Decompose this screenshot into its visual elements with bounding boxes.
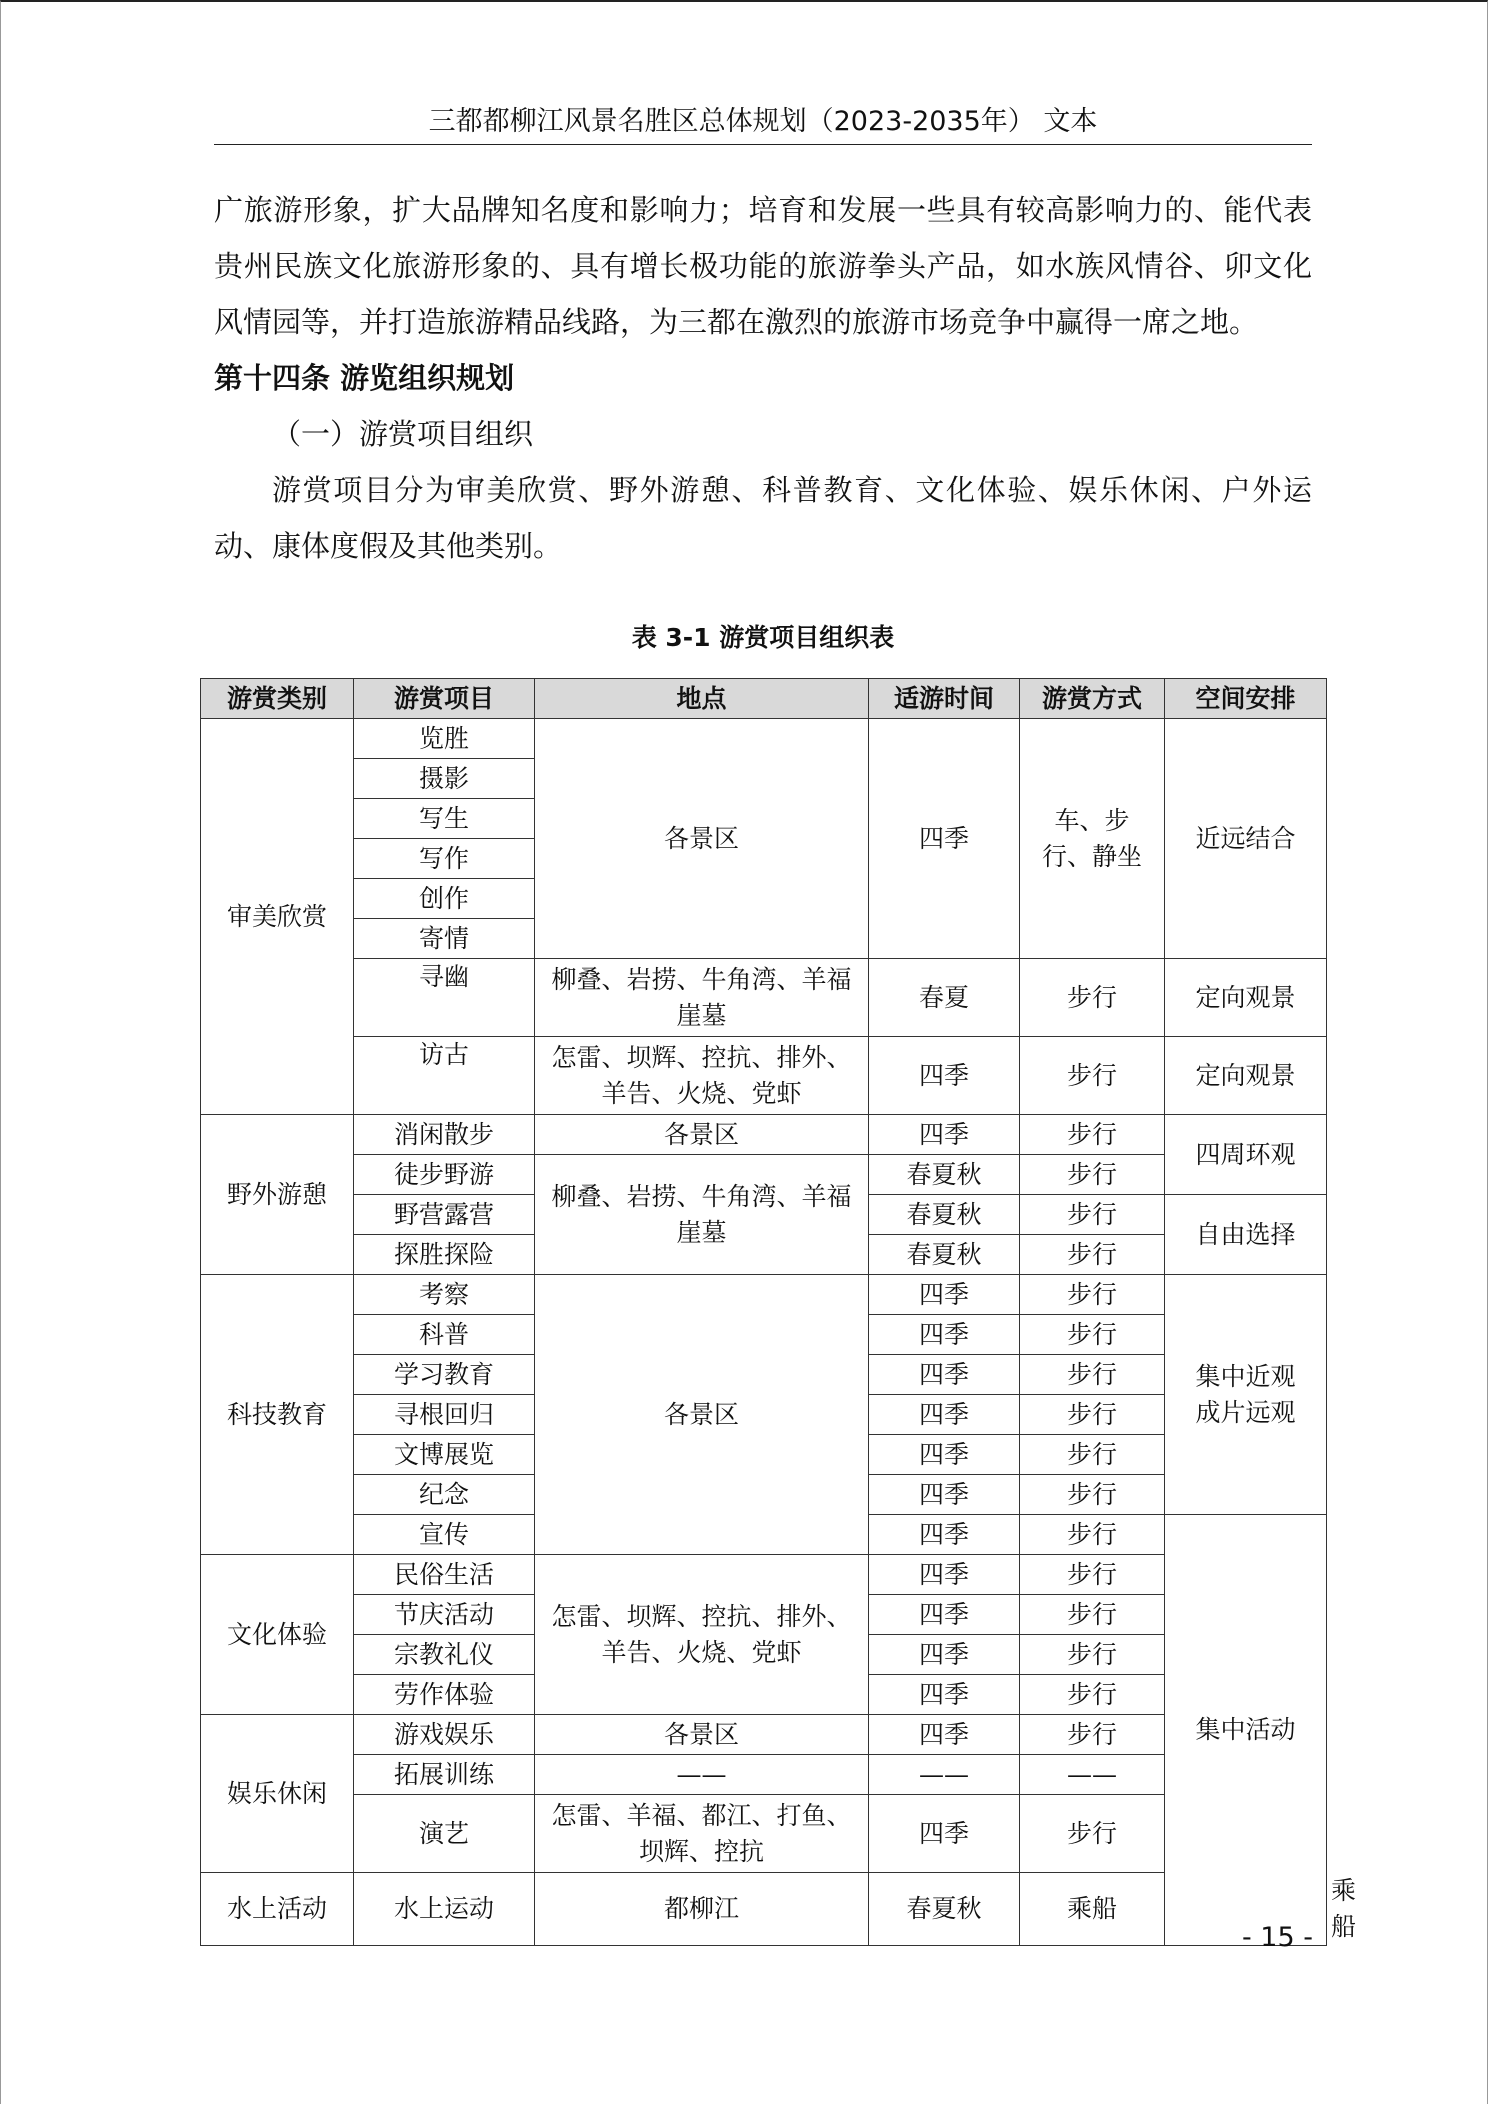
tour-items-table [200, 678, 1357, 1946]
item-cell: 寻根回归 [354, 1395, 535, 1435]
item-cell: 访古 [354, 1037, 535, 1115]
page-header: 三都都柳江风景名胜区总体规划（2023-2035年） 文本 [214, 102, 1312, 145]
item-cell: 寻幽 [354, 959, 535, 1037]
method-cell: 步行 [1020, 1355, 1165, 1395]
method-cell: 步行 [1020, 1037, 1165, 1115]
header-cell: 游赏类别 [201, 679, 354, 719]
method-cell: 步行 [1020, 1555, 1165, 1595]
method-cell: —— [1020, 1755, 1165, 1795]
header-cell: 游赏方式 [1020, 679, 1165, 719]
body-text [214, 182, 1312, 574]
time-cell: 四季 [869, 1395, 1020, 1435]
time-cell: 春夏秋 [869, 1873, 1020, 1946]
item-cell: 探胜探险 [354, 1235, 535, 1275]
method-cell: 步行 [1020, 1675, 1165, 1715]
item-cell: 学习教育 [354, 1355, 535, 1395]
method-cell: 步行 [1020, 1155, 1165, 1195]
category-cell: 审美欣赏 [201, 719, 354, 1115]
time-cell: 四季 [869, 1355, 1020, 1395]
item-cell: 劳作体验 [354, 1675, 535, 1715]
header-cell: 适游时间 [869, 679, 1020, 719]
space-cell: 集中近观成片远观 [1165, 1275, 1327, 1515]
location-cell: 各景区 [535, 1115, 869, 1155]
time-cell: —— [869, 1755, 1020, 1795]
item-cell: 科普 [354, 1315, 535, 1355]
method-cell: 步行 [1020, 1435, 1165, 1475]
category-cell: 娱乐休闲 [201, 1715, 354, 1873]
time-cell: 四季 [869, 719, 1020, 959]
category-cell: 科技教育 [201, 1275, 354, 1555]
method-cell: 步行 [1020, 1795, 1165, 1873]
space-cell: 近远结合 [1165, 719, 1327, 959]
item-cell: 徒步野游 [354, 1155, 535, 1195]
method-cell: 车、步行、静坐 [1020, 719, 1165, 959]
page-number: - 15 - [1241, 1922, 1313, 1953]
item-cell: 宣传 [354, 1515, 535, 1555]
time-cell: 四季 [869, 1795, 1020, 1873]
time-cell: 四季 [869, 1475, 1020, 1515]
time-cell: 春夏秋 [869, 1235, 1020, 1275]
paragraph: 广旅游形象，扩大品牌知名度和影响力；培育和发展一些具有较高影响力的、能代表贵州民族文化旅游形象的、具有增长极功能的旅游拳头产品，如水族风情谷、卯文化风情园等，并打造旅游精品线路，为三都在激烈的旅游市场竞争中赢得一席之地。 [214, 193, 1312, 339]
item-cell: 拓展训练 [354, 1755, 535, 1795]
table-row [201, 719, 1327, 759]
time-cell: 四季 [869, 1635, 1020, 1675]
table-row [201, 959, 1327, 1037]
table-row [201, 1275, 1327, 1315]
item-cell: 文博展览 [354, 1435, 535, 1475]
item-cell: 摄影 [354, 759, 535, 799]
location-cell: 各景区 [535, 1715, 869, 1755]
space-cell: 集中活动 [1165, 1515, 1327, 1946]
header-cell: 游赏项目 [354, 679, 535, 719]
location-cell: 怎雷、坝辉、控抗、排外、羊告、火烧、党虾 [535, 1037, 869, 1115]
time-cell: 四季 [869, 1275, 1020, 1315]
category-cell: 野外游憩 [201, 1115, 354, 1275]
item-cell: 游戏娱乐 [354, 1715, 535, 1755]
method-cell: 步行 [1020, 1515, 1165, 1555]
location-cell: 怎雷、羊福、都江、打鱼、坝辉、控抗 [535, 1795, 869, 1873]
location-cell: 都柳江 [535, 1873, 869, 1946]
time-cell: 四季 [869, 1115, 1020, 1155]
time-cell: 四季 [869, 1555, 1020, 1595]
time-cell: 春夏秋 [869, 1155, 1020, 1195]
item-cell: 纪念 [354, 1475, 535, 1515]
time-cell: 四季 [869, 1515, 1020, 1555]
method-cell: 步行 [1020, 1275, 1165, 1315]
item-cell: 写作 [354, 839, 535, 879]
item-cell: 写生 [354, 799, 535, 839]
location-cell: 各景区 [535, 1275, 869, 1555]
space-cell: 自由选择 [1165, 1195, 1327, 1275]
header-cell: 空间安排 [1165, 679, 1327, 719]
table-row [201, 1795, 1327, 1873]
location-cell: 各景区 [535, 719, 869, 959]
time-cell: 四季 [869, 1675, 1020, 1715]
time-cell: 四季 [869, 1435, 1020, 1475]
space-cell: 定向观景 [1165, 959, 1327, 1037]
item-cell: 水上运动 [354, 1873, 535, 1946]
item-cell: 消闲散步 [354, 1115, 535, 1155]
item-cell: 考察 [354, 1275, 535, 1315]
method-cell: 步行 [1020, 1635, 1165, 1675]
method-cell: 步行 [1020, 1715, 1165, 1755]
table-row [201, 1155, 1327, 1195]
table-header-row [201, 679, 1327, 719]
time-cell: 春夏 [869, 959, 1020, 1037]
header-cell: 地点 [535, 679, 869, 719]
time-cell: 春夏秋 [869, 1195, 1020, 1235]
location-cell: —— [535, 1755, 869, 1795]
table-row: 水上活动 水上运动 都柳江 春夏秋 乘船 乘船 [201, 1873, 1327, 1946]
table-row [201, 1037, 1327, 1115]
location-cell: 柳叠、岩捞、牛角湾、羊福崖墓 [535, 1155, 869, 1275]
time-cell: 四季 [869, 1595, 1020, 1635]
paragraph: 游赏项目分为审美欣赏、野外游憩、科普教育、文化体验、娱乐休闲、户外运动、康体度假及其他类别。 [214, 473, 1312, 563]
table-row [201, 1715, 1327, 1755]
section-title: 第十四条 游览组织规划 [214, 361, 515, 395]
table-title: 表 3-1 游赏项目组织表 [631, 623, 895, 652]
method-cell: 步行 [1020, 1395, 1165, 1435]
time-cell: 四季 [869, 1715, 1020, 1755]
table-row [201, 1755, 1327, 1795]
item-cell: 节庆活动 [354, 1595, 535, 1635]
method-cell: 步行 [1020, 1315, 1165, 1355]
table-row [201, 1115, 1327, 1155]
category-cell: 文化体验 [201, 1555, 354, 1715]
method-cell: 步行 [1020, 1115, 1165, 1155]
subsection-title: （一）游赏项目组织 [272, 417, 534, 451]
location-cell: 柳叠、岩捞、牛角湾、羊福崖墓 [535, 959, 869, 1037]
item-cell: 创作 [354, 879, 535, 919]
method-cell: 步行 [1020, 1195, 1165, 1235]
time-cell: 四季 [869, 1037, 1020, 1115]
item-cell: 览胜 [354, 719, 535, 759]
method-cell: 步行 [1020, 959, 1165, 1037]
item-cell: 野营露营 [354, 1195, 535, 1235]
space-cell: 定向观景 [1165, 1037, 1327, 1115]
item-cell: 演艺 [354, 1795, 535, 1873]
time-cell: 四季 [869, 1315, 1020, 1355]
category-cell: 水上活动 [201, 1873, 354, 1946]
method-cell: 乘船 [1020, 1873, 1165, 1946]
item-cell: 宗教礼仪 [354, 1635, 535, 1675]
method-cell: 步行 [1020, 1235, 1165, 1275]
method-cell: 步行 [1020, 1475, 1165, 1515]
table-row [201, 1555, 1327, 1595]
space-cell: 四周环观 [1165, 1115, 1327, 1195]
item-cell: 寄情 [354, 919, 535, 959]
location-cell: 怎雷、坝辉、控抗、排外、羊告、火烧、党虾 [535, 1555, 869, 1715]
method-cell: 步行 [1020, 1595, 1165, 1635]
item-cell: 民俗生活 [354, 1555, 535, 1595]
